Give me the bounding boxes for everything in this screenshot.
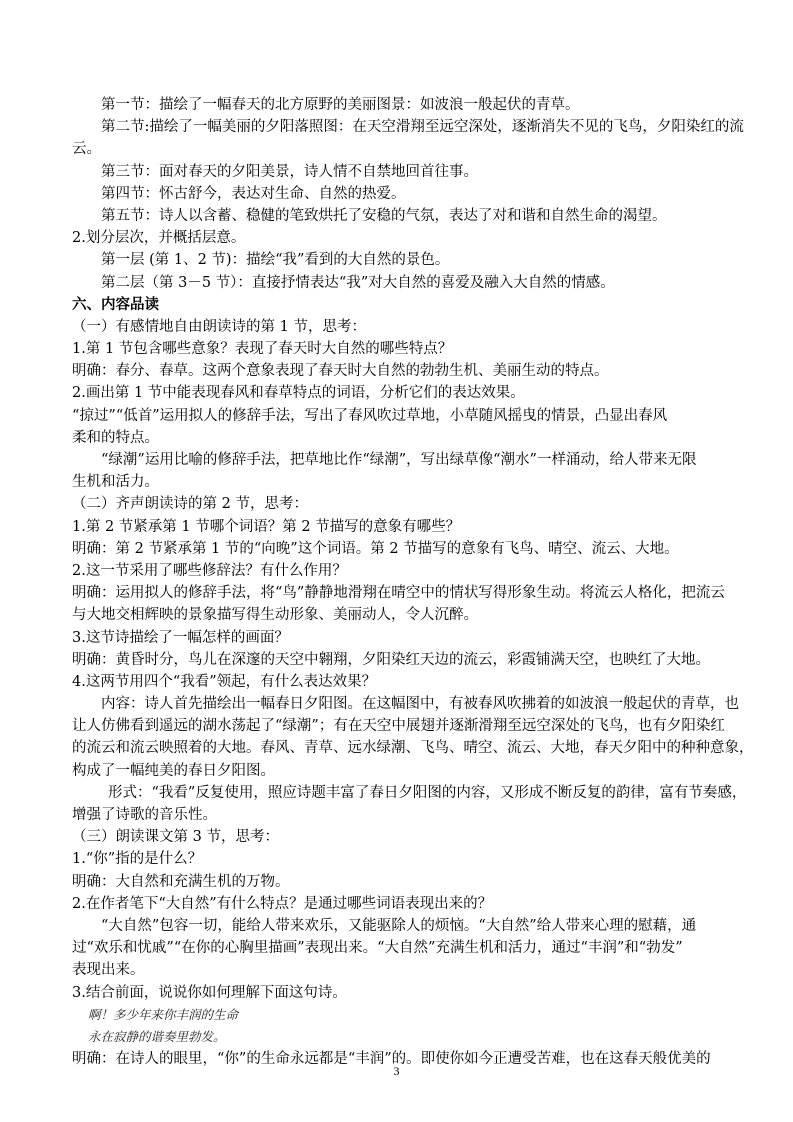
- text-line: 让人仿佛看到遥远的湖水荡起了“绿潮”；有在天空中展翅并逐渐滑翔至远空深处的飞鸟，也有夕阳染红: [72, 718, 725, 735]
- text-line: 第二节:描绘了一幅美丽的夕阳落照图：在天空滑翔至远空深处，逐渐消失不见的飞鸟，夕阳染红的流: [101, 119, 744, 136]
- text-line: 2.这一节采用了哪些修辞法？有什么作用？: [72, 562, 347, 579]
- text-line: 构成了一幅纯美的春日夕阳图。: [72, 762, 275, 779]
- text-line: 明确：大自然和充满生机的万物。: [72, 873, 290, 890]
- text-line: 明确：春分、春草。这两个意象表现了春天时大自然的勃勃生机、美丽生动的特点。: [72, 363, 609, 380]
- text-line: “大自然”包容一切，能给人带来欢乐，又能驱除人的烦恼。“大自然”给人带来心理的慰藉，通: [101, 917, 697, 934]
- text-line: 2.划分层次，并概括层意。: [72, 230, 246, 247]
- section-heading: 六、内容品读: [72, 296, 159, 313]
- text-line: 第四节：怀古舒今，表达对生命、自然的热爱。: [101, 185, 406, 202]
- text-line: 4.这两节用四个“我看”领起，有什么表达效果？: [72, 673, 377, 690]
- text-line: 第一节：描绘了一幅春天的北方原野的美丽图景：如波浪一般起伏的青草。: [101, 97, 580, 113]
- text-line: 明确：第 2 节紧承第 1 节的“向晚”这个词语。第 2 节描写的意象有飞鸟、晴空、流云、大地。: [72, 540, 679, 557]
- text-line: 的流云和流云映照着的大地。春风、青草、远水绿潮、飞鸟、晴空、流云、大地，春天夕阳中的种种意象，: [72, 740, 754, 757]
- document-body: [72, 94, 754, 1070]
- text-line: 2.画出第 1 节中能表现春风和春草特点的词语，分析它们的表达效果。: [72, 385, 525, 402]
- text-line: 柔和的特点。: [72, 429, 159, 446]
- text-line: 表现出来。: [72, 962, 145, 979]
- text-line: （一）有感情地自由朗读诗的第 1 节，思考：: [72, 318, 366, 335]
- text-line: 生机和活力。: [72, 474, 159, 491]
- text-line: 第三节：面对春天的夕阳美景，诗人情不自禁地回首往事。: [101, 163, 478, 180]
- text-line: 3.结合前面，说说你如何理解下面这句诗。: [72, 984, 347, 1001]
- text-line: 2.在作者笔下“大自然”有什么特点？是通过哪些词语表现出来的？: [72, 895, 493, 912]
- text-line: 明确：在诗人的眼里，“你”的生命永远都是“丰润”的。即使你如今正遭受苦难，也在这春天般优美的: [72, 1051, 711, 1068]
- text-line: 形式：“我看”反复使用，照应诗题丰富了春日夕阳图的内容，又形成不断反复的韵律，富有节奏感，: [108, 784, 747, 801]
- page-number: 3: [393, 1064, 400, 1078]
- text-line: 过“欢乐和忧戚”“在你的心胸里描画”表现出来。“大自然”充满生机和活力，通过“丰润”和“勃发”: [72, 940, 683, 957]
- poem-line: 啊！多少年来你丰润的生命: [88, 1006, 239, 1022]
- text-line: 3.这节诗描绘了一幅怎样的画面？: [72, 629, 289, 646]
- text-line: 明确：运用拟人的修辞手法，将“鸟”静静地滑翔在晴空中的情状写得形象生动。将流云人格化，把流云: [72, 585, 725, 602]
- text-line: 1.第 2 节紧承第 1 节哪个词语？第 2 节描写的意象有哪些？: [72, 518, 461, 535]
- text-line: 第五节：诗人以含蓄、稳健的笔致烘托了安稳的气氛，表达了对和谐和自然生命的渴望。: [101, 207, 667, 224]
- text-line: 云。: [72, 141, 101, 158]
- text-line: “绿潮”运用比喻的修辞手法，把草地比作“绿潮”，写出绿草像“潮水”一样涌动，给人带来无限: [101, 452, 697, 468]
- text-line: （二）齐声朗读诗的第 2 节，思考：: [72, 496, 308, 513]
- text-line: 1.“你”指的是什么？: [72, 851, 203, 868]
- text-line: 第二层（第 3－5 节）：直接抒情表达“我”对大自然的喜爱及融入大自然的情感。: [101, 274, 615, 291]
- poem-line: 永在寂静的谐奏里勃发。: [88, 1028, 226, 1044]
- text-line: 1.第 1 节包含哪些意象？表现了春天时大自然的哪些特点？: [72, 341, 453, 358]
- text-line: （三）朗读课文第 3 节，思考：: [72, 829, 279, 846]
- text-line: 增强了诗歌的音乐性。: [72, 807, 217, 823]
- text-line: “掠过”“低首”运用拟人的修辞手法，写出了春风吹过草地，小草随风摇曳的情景，凸显出春风: [72, 407, 668, 424]
- text-line: 明确：黄昏时分，鸟儿在深邃的天空中翱翔，夕阳染红天边的流云，彩霞铺满天空，也映红了大地。: [72, 651, 710, 668]
- text-line: 第一层 (第 1、2 节)：描绘“我”看到的大自然的景色。: [101, 252, 450, 269]
- text-line: 内容：诗人首先描绘出一幅春日夕阳图。在这幅图中，有被春风吹拂着的如波浪一般起伏的青草，也: [101, 696, 739, 713]
- text-line: 与大地交相辉映的景象描写得生动形象、美丽动人，令人沉醉。: [72, 607, 478, 624]
